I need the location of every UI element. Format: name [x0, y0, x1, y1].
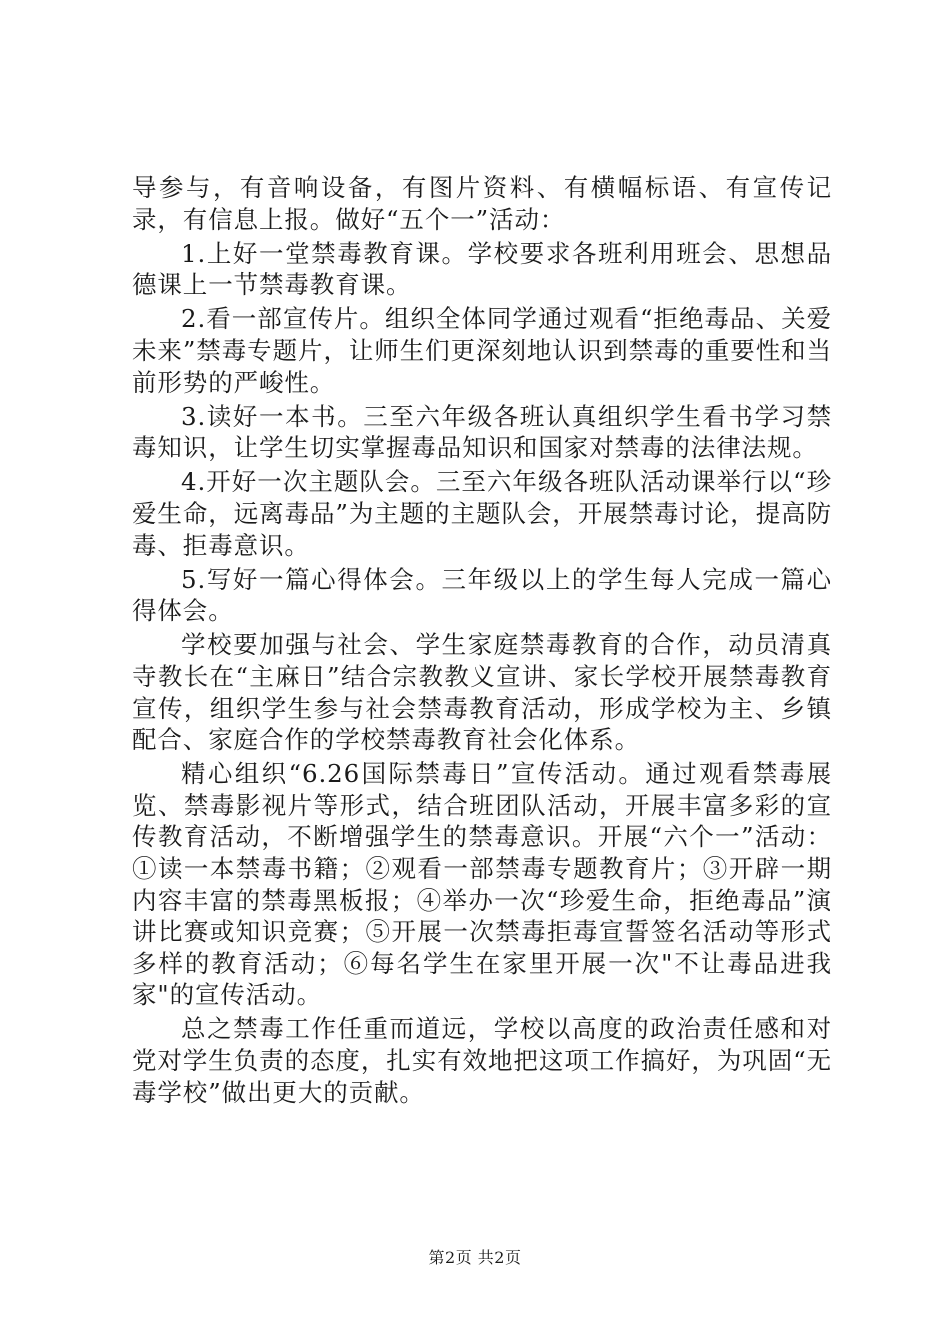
- paragraph-item-2: 2.看一部宣传片。组织全体同学通过观看“拒绝毒品、关爱未来”禁毒专题片，让师生们更深刻地认识到禁毒的重要性和当前形势的严峻性。: [132, 304, 832, 397]
- paragraph-item-5: 5.写好一篇心得体会。三年级以上的学生每人完成一篇心得体会。: [132, 564, 832, 626]
- paragraph-conclusion: 总之禁毒工作任重而道远，学校以高度的政治责任感和对党对学生负责的态度，扎实有效地把这项工作搞好，为巩固“无毒学校”做出更大的贡献。: [132, 1014, 832, 1107]
- page-number-footer: 第2页 共2页: [428, 1248, 522, 1267]
- paragraph-item-4: 4.开好一次主题队会。三至六年级各班队活动课举行以“珍爱生命，远离毒品”为主题的主题队会，开展禁毒讨论，提高防毒、拒毒意识。: [132, 467, 832, 560]
- paragraph-626-activity: 精心组织“6.26国际禁毒日”宣传活动。通过观看禁毒展览、禁毒影视片等形式，结合班团队活动，开展丰富多彩的宣传教育活动，不断增强学生的禁毒意识。开展“六个一”活动：①读一本禁毒书籍；②观看一部禁毒专题教育片；③开辟一期内容丰富的禁毒黑板报；④举办一次“珍爱生命，拒绝毒品”演讲比赛或知识竞赛；⑤开展一次禁毒拒毒宣誓签名活动等形式多样的教育活动；⑥每名学生在家里开展一次"不让毒品进我家"的宣传活动。: [132, 759, 832, 1010]
- paragraph-item-1: 1.上好一堂禁毒教育课。学校要求各班利用班会、思想品德课上一节禁毒教育课。: [132, 238, 832, 300]
- paragraph-cooperation: 学校要加强与社会、学生家庭禁毒教育的合作，动员清真寺教长在“主麻日”结合宗教教义宣讲、家长学校开展禁毒教育宣传，组织学生参与社会禁毒教育活动，形成学校为主、乡镇配合、家庭合作的学校禁毒教育社会化体系。: [132, 630, 832, 755]
- paragraph-item-3: 3.读好一本书。三至六年级各班认真组织学生看书学习禁毒知识，让学生切实掌握毒品知识和国家对禁毒的法律法规。: [132, 401, 832, 463]
- document-body: [132, 172, 832, 1111]
- paragraph-continuation: 导参与，有音响设备，有图片资料、有横幅标语、有宣传记录，有信息上报。做好“五个一”活动：: [132, 173, 832, 234]
